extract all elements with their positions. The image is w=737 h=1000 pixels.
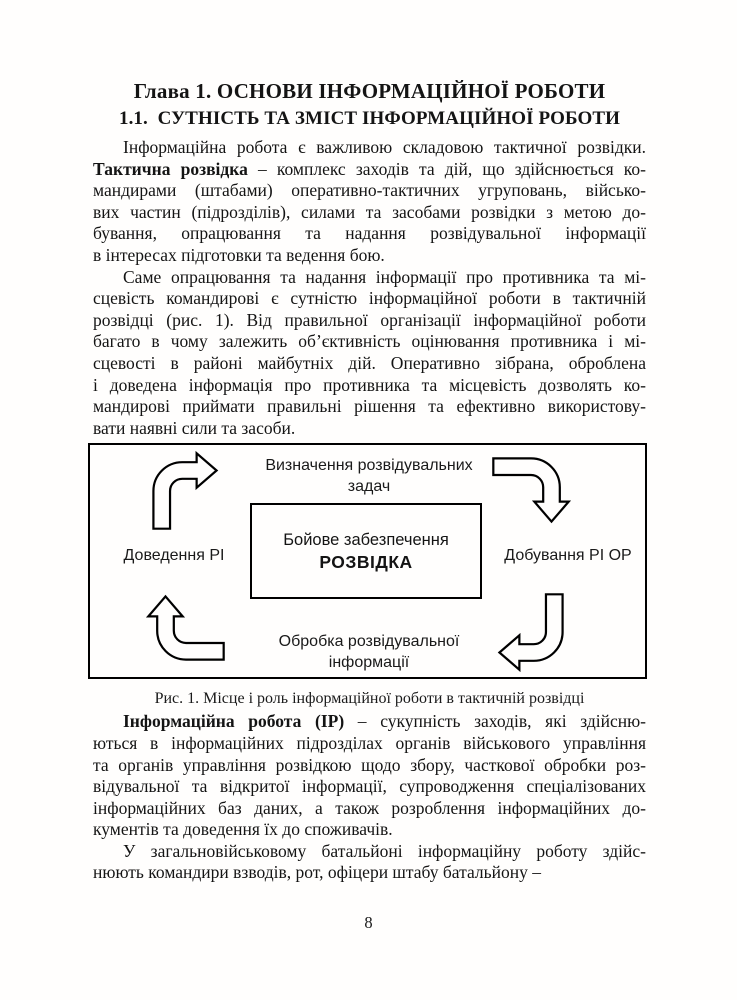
text-line (93, 180, 646, 202)
text-line (93, 223, 646, 245)
text-run: – сукупність заходів, які здійсню- (344, 711, 646, 732)
text-line (93, 375, 646, 397)
text-line (93, 755, 646, 777)
figure-caption: Рис. 1. Місце і роль інформаційної роботи в тактичній розвідці (154, 690, 585, 708)
text-line (93, 733, 646, 755)
text-line (93, 396, 646, 418)
text-run: сцевості в районі майбутніх дій. Оперативно зібрана, оброблена (93, 352, 646, 373)
text-line (93, 841, 646, 863)
cycle-arrow-bottom-left (145, 587, 227, 669)
bold-term: Тактична розвідка (93, 158, 248, 179)
diagram-label-define-tasks (259, 455, 479, 497)
text-run: та органів управління розвідкою щодо збору, часткової обробки роз- (93, 754, 646, 775)
text-run: інформаційних баз даних, а також розроблення інформаційних до- (93, 797, 646, 818)
diagram-label-delivery: Доведення РІ (123, 547, 225, 565)
section-title: 1.1. СУТНІСТЬ ТА ЗМІСТ ІНФОРМАЦІЙНОЇ РОБОТИ (118, 108, 621, 129)
text-line (93, 353, 646, 375)
text-run: Саме опрацювання та надання інформації про противника та мі- (123, 266, 646, 287)
text-run: нюють командири взводів, рот, офіцери штабу батальйону – (93, 862, 541, 883)
diagram-label-line: Визначення розвідувальних (265, 457, 473, 475)
cycle-arrow-top-left (144, 450, 226, 532)
text-line (93, 137, 646, 159)
diagram-frame (88, 443, 647, 679)
chapter-title: Глава 1. ОСНОВИ ІНФОРМАЦІЙНОЇ РОБОТИ (133, 79, 606, 103)
diagram-label-line: задач (347, 478, 391, 496)
text-run: бування, опрацювання та надання розвідувальної інформації (93, 223, 646, 244)
text-run: мандирові приймати правильні рішення та ефективно використову- (93, 396, 646, 417)
center-box-title: Бойове забезпечення (283, 530, 449, 549)
text-line (93, 819, 646, 841)
figure-diagram (93, 443, 646, 709)
cycle-arrow-top-right (490, 449, 572, 531)
text-line (93, 202, 646, 224)
text-line (93, 418, 646, 440)
paragraph-essence (93, 267, 646, 440)
text-line (93, 862, 646, 884)
page-number: 8 (364, 913, 373, 932)
cycle-arrow-bottom-right (490, 591, 572, 673)
text-line (93, 711, 646, 733)
text-line (93, 310, 646, 332)
text-line (93, 159, 646, 181)
paragraph-intro (93, 137, 646, 267)
text-line (93, 798, 646, 820)
text-line (93, 267, 646, 289)
bent-arrow-icon (145, 587, 227, 669)
bent-arrow-icon (490, 449, 572, 531)
diagram-label-acquisition: Добування РІ ОР (504, 547, 632, 565)
text-run: відувальної та відкритої інформації, супроводження спеціалізованих (93, 776, 646, 797)
text-run: У загальновійськовому батальйоні інформаційну роботу здійс- (123, 840, 646, 861)
center-box-subtitle: РОЗВІДКА (319, 551, 413, 572)
text-run: розвідці (рис. 1). Від правильної організації інформаційної роботи (93, 309, 646, 330)
paragraph-battalion (93, 841, 646, 884)
text-run: мандирами (штабами) оперативно-тактичних угруповань, військо- (93, 180, 646, 201)
text-run: ються в інформаційних підрозділах органів військового управління (93, 732, 646, 753)
text-run: – комплекс заходів та дій, що здійснюється ко- (247, 158, 646, 179)
diagram-label-line: Обробка розвідувальної (278, 633, 460, 651)
bent-arrow-icon (144, 450, 226, 532)
text-run: сцевість командирові є сутністю інформаційної роботи в тактичній (93, 288, 646, 309)
text-line (93, 776, 646, 798)
text-line (93, 245, 646, 267)
text-run: і доведена інформація про противника та місцевість дозволять ко- (93, 374, 646, 395)
diagram-center-box (250, 503, 482, 599)
diagram-label-line: інформації (328, 654, 410, 672)
bent-arrow-icon (490, 591, 572, 673)
paragraph-definition (93, 711, 646, 841)
text-line (93, 288, 646, 310)
text-run: вих частин (підрозділів), силами та засобами розвідки з метою до- (93, 201, 646, 222)
text-run: в інтересах підготовки та ведення бою. (93, 244, 385, 265)
text-line (93, 331, 646, 353)
bold-term: Інформаційна робота (ІР) (123, 711, 345, 732)
text-run: багато в чому залежить об’єктивність оцінювання противника і мі- (93, 331, 646, 352)
text-run: кументів та доведення їх до споживачів. (93, 819, 393, 840)
text-run: Інформаційна робота є важливою складовою тактичної розвідки. (123, 137, 646, 157)
text-column (93, 79, 646, 884)
diagram-label-processing (259, 631, 479, 673)
text-run: вати наявні сили та засоби. (93, 417, 296, 438)
